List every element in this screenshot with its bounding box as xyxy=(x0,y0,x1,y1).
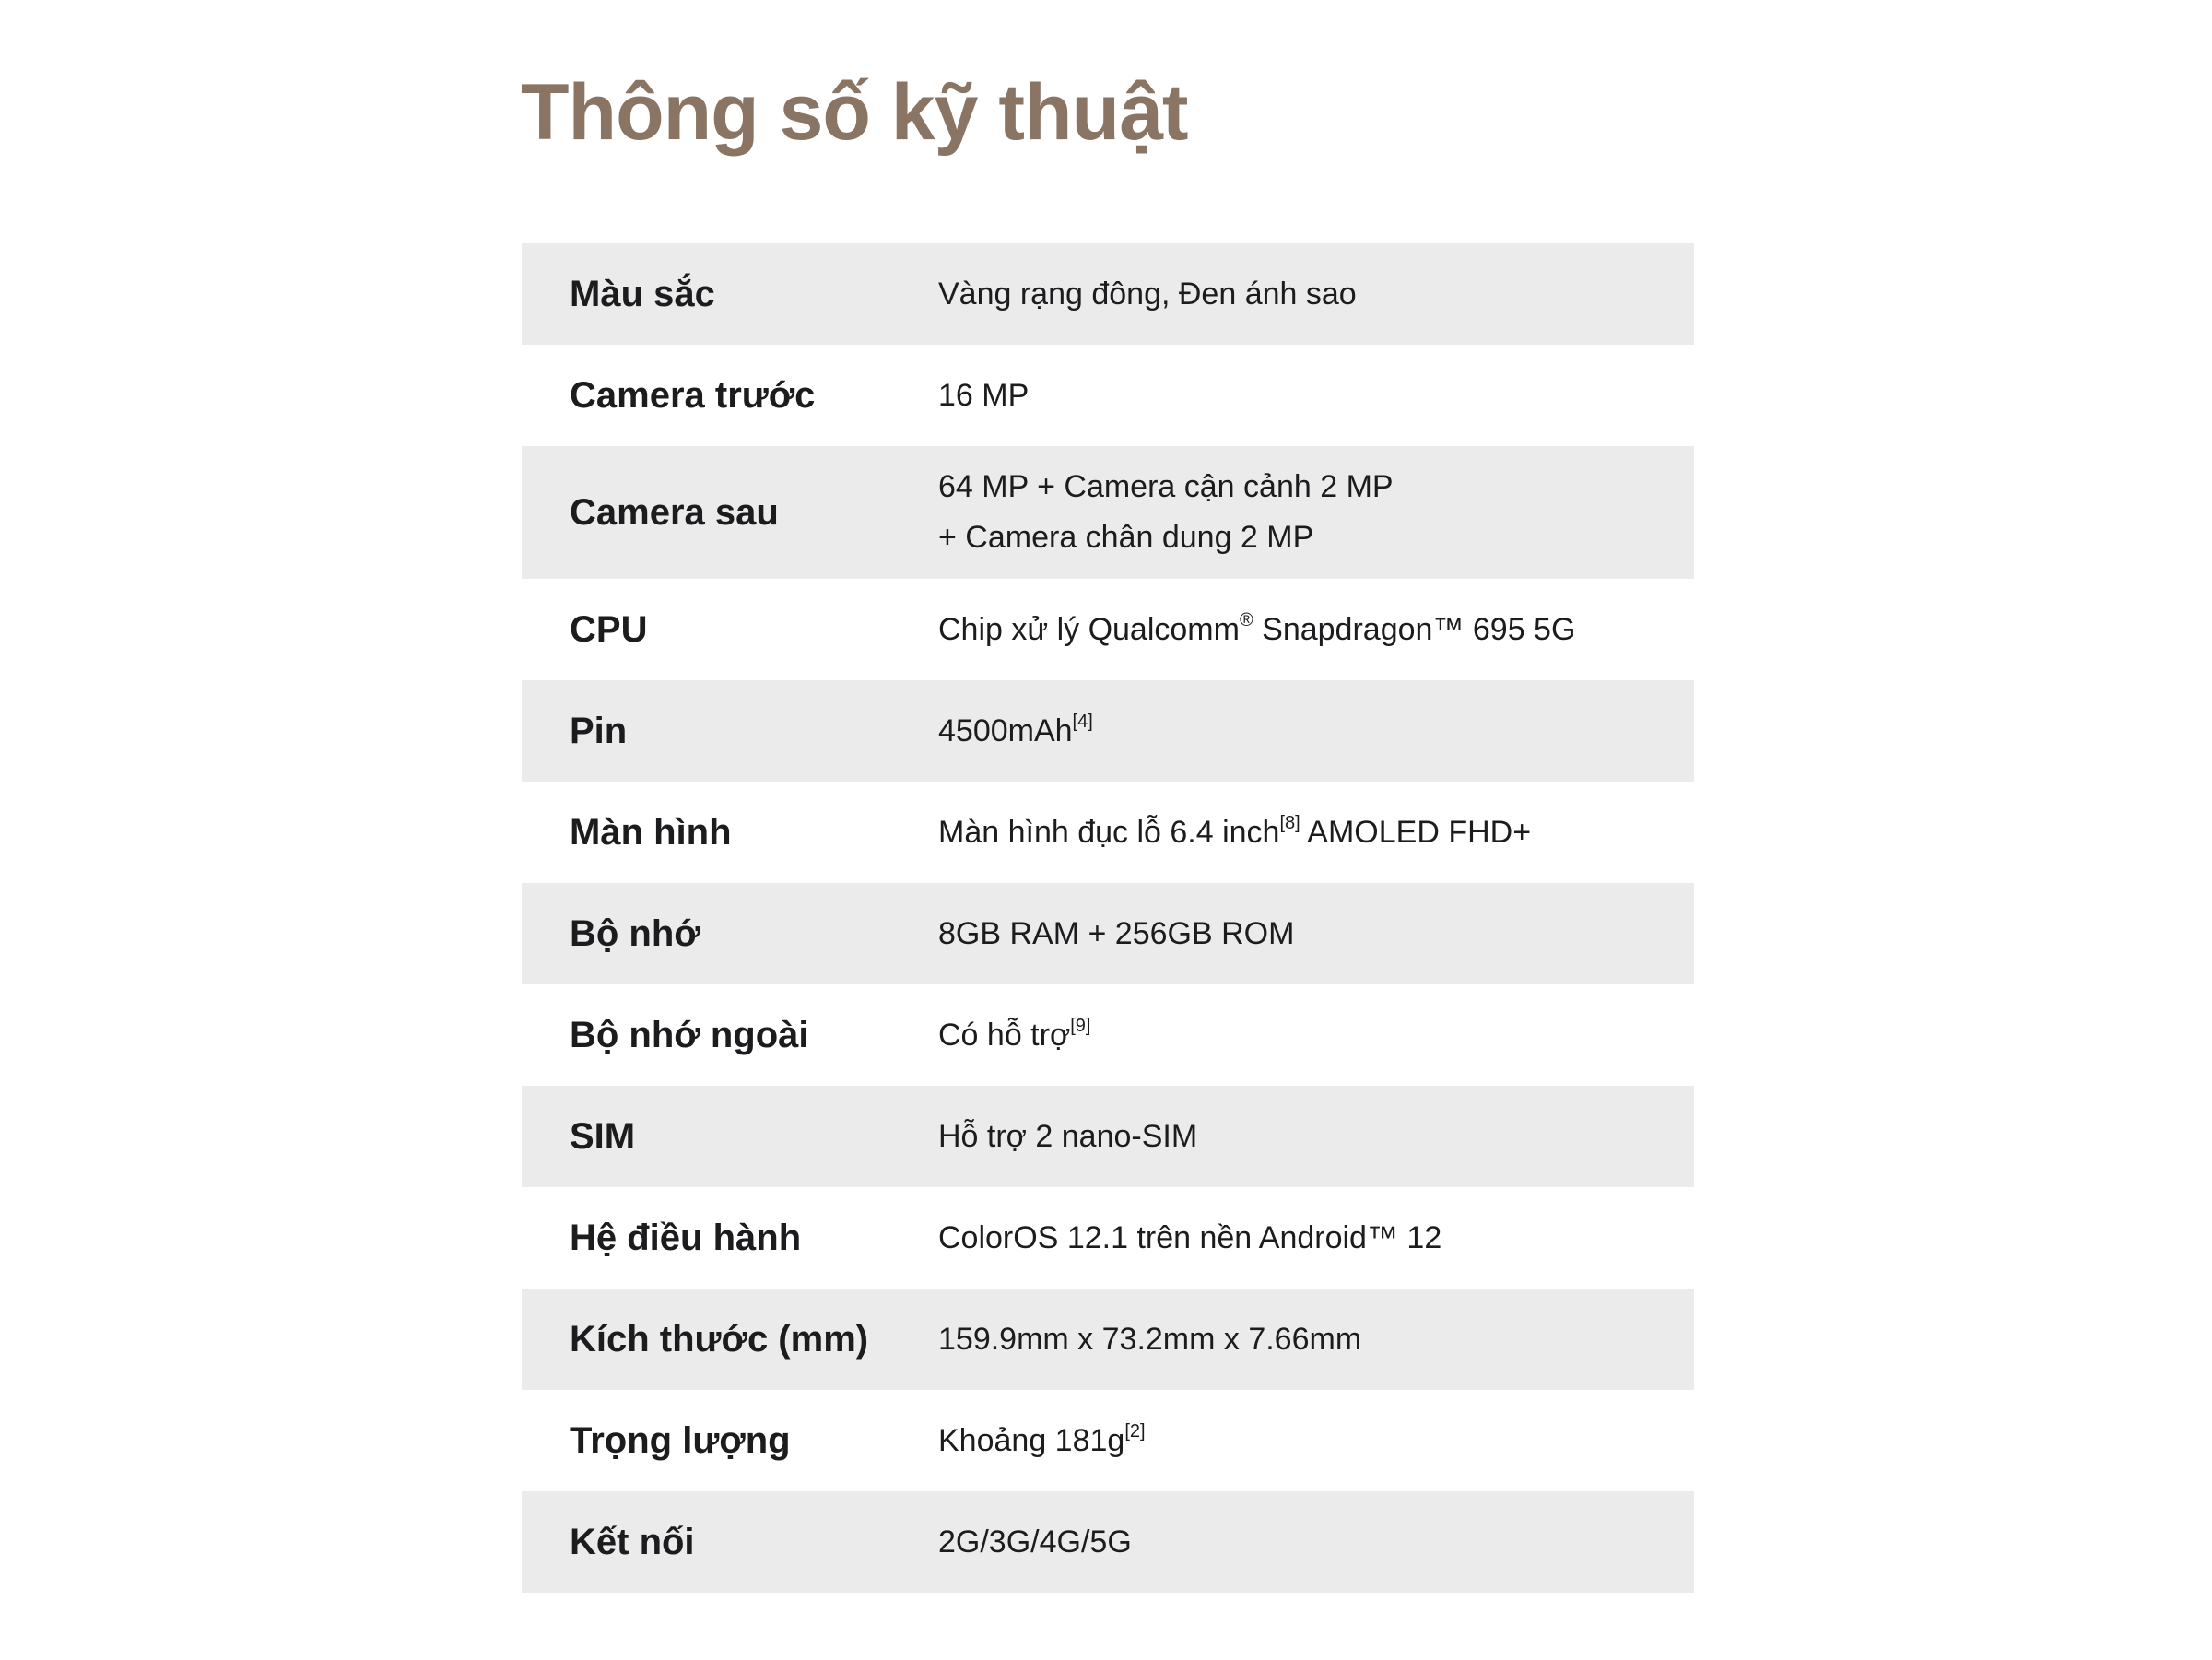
footnote-ref: [8] xyxy=(1279,813,1300,834)
spec-label: Bộ nhớ xyxy=(570,912,700,954)
spec-label: CPU xyxy=(570,608,648,650)
spec-row-external-storage xyxy=(522,984,1694,1086)
spec-row-sim xyxy=(522,1086,1694,1187)
spec-value-text: Chip xử lý Qualcomm xyxy=(938,611,1240,647)
footnote-ref: [2] xyxy=(1124,1421,1146,1442)
spec-label: Kích thước (mm) xyxy=(570,1318,869,1360)
registered-mark: ® xyxy=(1239,610,1253,631)
spec-value-text: 4500mAh xyxy=(938,712,1073,748)
spec-value-line: + Camera chân dung 2 MP xyxy=(938,520,1314,555)
spec-value: 159.9mm x 73.2mm x 7.66mm xyxy=(938,1321,1362,1357)
spec-value xyxy=(938,1416,1694,1466)
spec-value xyxy=(938,706,1694,757)
page-title: Thông số kỹ thuật xyxy=(521,68,1188,157)
footnote-ref: [4] xyxy=(1072,712,1093,733)
spec-label: SIM xyxy=(570,1115,636,1157)
spec-value: ColorOS 12.1 trên nền Android™ 12 xyxy=(938,1219,1442,1255)
spec-label: Màu sắc xyxy=(570,273,715,314)
spec-value xyxy=(938,1010,1694,1061)
spec-value-text: Snapdragon™ 695 5G xyxy=(1253,611,1576,647)
spec-label: Hệ điều hành xyxy=(570,1217,802,1258)
spec-label: Trọng lượng xyxy=(570,1419,791,1461)
spec-value xyxy=(938,605,1694,655)
spec-label: Pin xyxy=(570,710,628,751)
spec-row-memory xyxy=(522,883,1694,984)
spec-value-line: 64 MP + Camera cận cảnh 2 MP xyxy=(938,469,1394,504)
spec-value: 16 MP xyxy=(938,377,1030,413)
spec-row-dimensions xyxy=(522,1289,1694,1390)
spec-row-rear-camera xyxy=(522,446,1694,579)
spec-value: 8GB RAM + 256GB ROM xyxy=(938,915,1295,951)
spec-label: Kết nối xyxy=(570,1521,695,1562)
spec-value: 2G/3G/4G/5G xyxy=(938,1524,1132,1560)
spec-label: Màn hình xyxy=(570,811,732,853)
spec-value: Vàng rạng đông, Đen ánh sao xyxy=(938,276,1357,312)
spec-row-front-camera xyxy=(522,345,1694,446)
spec-row-battery xyxy=(522,680,1694,782)
spec-row-color xyxy=(522,243,1694,345)
spec-label: Bộ nhớ ngoài xyxy=(570,1014,809,1055)
spec-label: Camera trước xyxy=(570,374,816,416)
spec-row-weight xyxy=(522,1390,1694,1491)
spec-row-os xyxy=(522,1187,1694,1289)
spec-row-display xyxy=(522,782,1694,883)
spec-row-cpu xyxy=(522,579,1694,680)
spec-value: Hỗ trợ 2 nano-SIM xyxy=(938,1118,1198,1154)
footnote-ref: [9] xyxy=(1070,1016,1091,1037)
spec-label: Camera sau xyxy=(570,491,779,533)
spec-value-text: Khoảng 181g xyxy=(938,1422,1125,1458)
spec-value xyxy=(938,807,1694,858)
spec-value-text: AMOLED FHD+ xyxy=(1300,814,1532,850)
spec-table xyxy=(522,243,1694,1593)
spec-row-connectivity xyxy=(522,1491,1694,1593)
spec-value xyxy=(938,462,1694,563)
spec-value-text: Màn hình đục lỗ 6.4 inch xyxy=(938,814,1280,850)
spec-value-text: Có hỗ trợ xyxy=(938,1017,1071,1053)
